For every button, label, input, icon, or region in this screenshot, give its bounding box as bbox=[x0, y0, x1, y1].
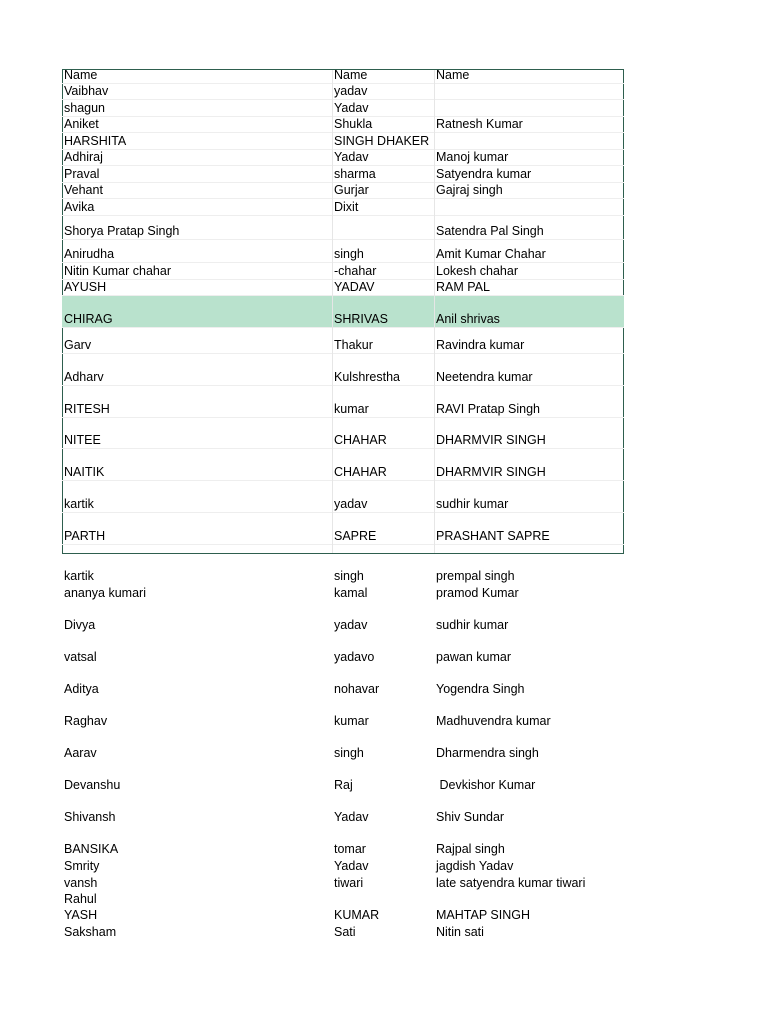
table-row bbox=[62, 354, 624, 386]
table-row bbox=[62, 240, 624, 263]
first-name-cell: kartik bbox=[64, 569, 94, 583]
father-name-cell: late satyendra kumar tiwari bbox=[436, 876, 586, 890]
first-name-cell: PARTH bbox=[64, 529, 106, 543]
first-name-cell: Adharv bbox=[64, 370, 104, 384]
father-name-cell: sudhir kumar bbox=[436, 497, 509, 511]
column-divider bbox=[332, 70, 333, 553]
surname-cell: Dixit bbox=[334, 200, 359, 214]
first-name-cell: RITESH bbox=[64, 402, 110, 416]
table-row bbox=[62, 100, 624, 117]
father-name-cell: RAM PAL bbox=[436, 280, 490, 294]
first-name-cell: shagun bbox=[64, 101, 106, 115]
father-name-cell: Ravindra kumar bbox=[436, 338, 525, 352]
first-name-cell: Nitin Kumar chahar bbox=[64, 264, 171, 278]
father-name-cell: DHARMVIR SINGH bbox=[436, 465, 546, 479]
surname-cell: kamal bbox=[334, 586, 368, 600]
table-row bbox=[62, 418, 624, 449]
table-row bbox=[62, 166, 624, 183]
first-name-cell: YASH bbox=[64, 908, 98, 922]
first-name-cell: Aarav bbox=[64, 746, 97, 760]
father-name-cell: Satyendra kumar bbox=[436, 167, 532, 181]
table-row bbox=[62, 761, 624, 793]
header-cell: Name bbox=[64, 68, 98, 82]
table-row bbox=[62, 697, 624, 729]
table-row bbox=[62, 923, 624, 940]
table-row bbox=[62, 568, 624, 584]
first-name-cell: Aniket bbox=[64, 117, 99, 131]
surname-cell: Gurjar bbox=[334, 183, 369, 197]
first-name-cell: vatsal bbox=[64, 650, 97, 664]
first-name-cell: AYUSH bbox=[64, 280, 107, 294]
father-name-cell: Yogendra Singh bbox=[436, 682, 525, 696]
first-name-cell: Vaibhav bbox=[64, 84, 109, 98]
table-row bbox=[62, 825, 624, 857]
surname-cell: nohavar bbox=[334, 682, 380, 696]
table-row bbox=[62, 449, 624, 481]
table-row bbox=[62, 874, 624, 891]
first-name-cell: Raghav bbox=[64, 714, 108, 728]
surname-cell: CHAHAR bbox=[334, 433, 387, 447]
father-name-cell: Dharmendra singh bbox=[436, 746, 539, 760]
table-row bbox=[62, 296, 624, 328]
father-name-cell: prempal singh bbox=[436, 569, 515, 583]
surname-cell: Kulshrestha bbox=[334, 370, 401, 384]
header-cell: Name bbox=[436, 68, 470, 82]
table-row bbox=[62, 907, 624, 923]
table-row bbox=[62, 328, 624, 354]
father-name-cell: MAHTAP SINGH bbox=[436, 908, 530, 922]
father-name-cell: Neetendra kumar bbox=[436, 370, 533, 384]
father-name-cell: Ratnesh Kumar bbox=[436, 117, 523, 131]
first-name-cell: Shorya Pratap Singh bbox=[64, 224, 180, 238]
father-name-cell: PRASHANT SAPRE bbox=[436, 529, 550, 543]
table-row bbox=[62, 481, 624, 513]
father-name-cell: Anil shrivas bbox=[436, 312, 500, 326]
first-name-cell: HARSHITA bbox=[64, 134, 127, 148]
surname-cell: yadav bbox=[334, 618, 368, 632]
table-row bbox=[62, 633, 624, 665]
first-name-cell: Rahul bbox=[64, 892, 97, 906]
table-row bbox=[62, 793, 624, 825]
father-name-cell: sudhir kumar bbox=[436, 618, 509, 632]
first-name-cell: NAITIK bbox=[64, 465, 105, 479]
table-row bbox=[62, 891, 624, 907]
father-name-cell: Satendra Pal Singh bbox=[436, 224, 544, 238]
table-row bbox=[62, 513, 624, 545]
first-name-cell: Avika bbox=[64, 200, 95, 214]
column-divider bbox=[434, 70, 435, 553]
father-name-cell: Devkishor Kumar bbox=[436, 778, 536, 792]
surname-cell: KUMAR bbox=[334, 908, 380, 922]
first-name-cell: NITEE bbox=[64, 433, 101, 447]
first-name-cell: Shivansh bbox=[64, 810, 116, 824]
surname-cell: YADAV bbox=[334, 280, 375, 294]
first-name-cell: Saksham bbox=[64, 925, 117, 939]
first-name-cell: ananya kumari bbox=[64, 586, 146, 600]
first-name-cell: vansh bbox=[64, 876, 98, 890]
surname-cell: singh bbox=[334, 569, 364, 583]
table-row bbox=[62, 183, 624, 199]
surname-cell: -chahar bbox=[334, 264, 377, 278]
surname-cell: SINGH DHAKER bbox=[334, 134, 430, 148]
first-name-cell: Praval bbox=[64, 167, 100, 181]
table-row bbox=[62, 216, 624, 240]
surname-cell: tomar bbox=[334, 842, 366, 856]
table-row bbox=[62, 84, 624, 100]
father-name-cell: Manoj kumar bbox=[436, 150, 509, 164]
surname-cell: Yadav bbox=[334, 859, 369, 873]
father-name-cell: Lokesh chahar bbox=[436, 264, 519, 278]
surname-cell: yadav bbox=[334, 84, 368, 98]
surname-cell: SHRIVAS bbox=[334, 312, 388, 326]
father-name-cell: Shiv Sundar bbox=[436, 810, 505, 824]
surname-cell: sharma bbox=[334, 167, 376, 181]
surname-cell: Yadav bbox=[334, 810, 369, 824]
table-row bbox=[62, 280, 624, 296]
first-name-cell: CHIRAG bbox=[64, 312, 113, 326]
first-name-cell: Anirudha bbox=[64, 247, 115, 261]
first-name-cell: Garv bbox=[64, 338, 92, 352]
table-row bbox=[62, 117, 624, 133]
table-row bbox=[62, 386, 624, 418]
first-name-cell: BANSIKA bbox=[64, 842, 119, 856]
father-name-cell: pramod Kumar bbox=[436, 586, 519, 600]
table-header-row bbox=[62, 69, 624, 84]
first-name-cell: Adhiraj bbox=[64, 150, 103, 164]
surname-cell: kumar bbox=[334, 714, 369, 728]
surname-cell: singh bbox=[334, 247, 364, 261]
surname-cell: tiwari bbox=[334, 876, 364, 890]
father-name-cell: Gajraj singh bbox=[436, 183, 503, 197]
surname-cell: Sati bbox=[334, 925, 356, 939]
table-row bbox=[62, 584, 624, 601]
father-name-cell: Rajpal singh bbox=[436, 842, 505, 856]
table-row bbox=[62, 263, 624, 280]
surname-cell: SAPRE bbox=[334, 529, 377, 543]
surname-cell: Yadav bbox=[334, 101, 369, 115]
first-name-cell: Divya bbox=[64, 618, 96, 632]
surname-cell: singh bbox=[334, 746, 364, 760]
first-name-cell: Smrity bbox=[64, 859, 100, 873]
father-name-cell: Amit Kumar Chahar bbox=[436, 247, 546, 261]
surname-cell: CHAHAR bbox=[334, 465, 387, 479]
father-name-cell: pawan kumar bbox=[436, 650, 512, 664]
father-name-cell: DHARMVIR SINGH bbox=[436, 433, 546, 447]
surname-cell: yadavo bbox=[334, 650, 375, 664]
first-name-cell: Aditya bbox=[64, 682, 99, 696]
surname-cell: Thakur bbox=[334, 338, 373, 352]
first-name-cell: Devanshu bbox=[64, 778, 121, 792]
father-name-cell: Madhuvendra kumar bbox=[436, 714, 551, 728]
surname-cell: yadav bbox=[334, 497, 368, 511]
surname-cell: kumar bbox=[334, 402, 369, 416]
surname-cell: Yadav bbox=[334, 150, 369, 164]
table-row bbox=[62, 857, 624, 874]
father-name-cell: jagdish Yadav bbox=[436, 859, 514, 873]
table-row bbox=[62, 665, 624, 697]
table-row bbox=[62, 601, 624, 633]
table-row bbox=[62, 729, 624, 761]
table-row bbox=[62, 150, 624, 166]
table-row bbox=[62, 133, 624, 150]
first-name-cell: Vehant bbox=[64, 183, 103, 197]
header-cell: Name bbox=[334, 68, 368, 82]
surname-cell: Shukla bbox=[334, 117, 373, 131]
table-row bbox=[62, 199, 624, 216]
father-name-cell: Nitin sati bbox=[436, 925, 484, 939]
father-name-cell: RAVI Pratap Singh bbox=[436, 402, 540, 416]
surname-cell: Raj bbox=[334, 778, 353, 792]
first-name-cell: kartik bbox=[64, 497, 94, 511]
